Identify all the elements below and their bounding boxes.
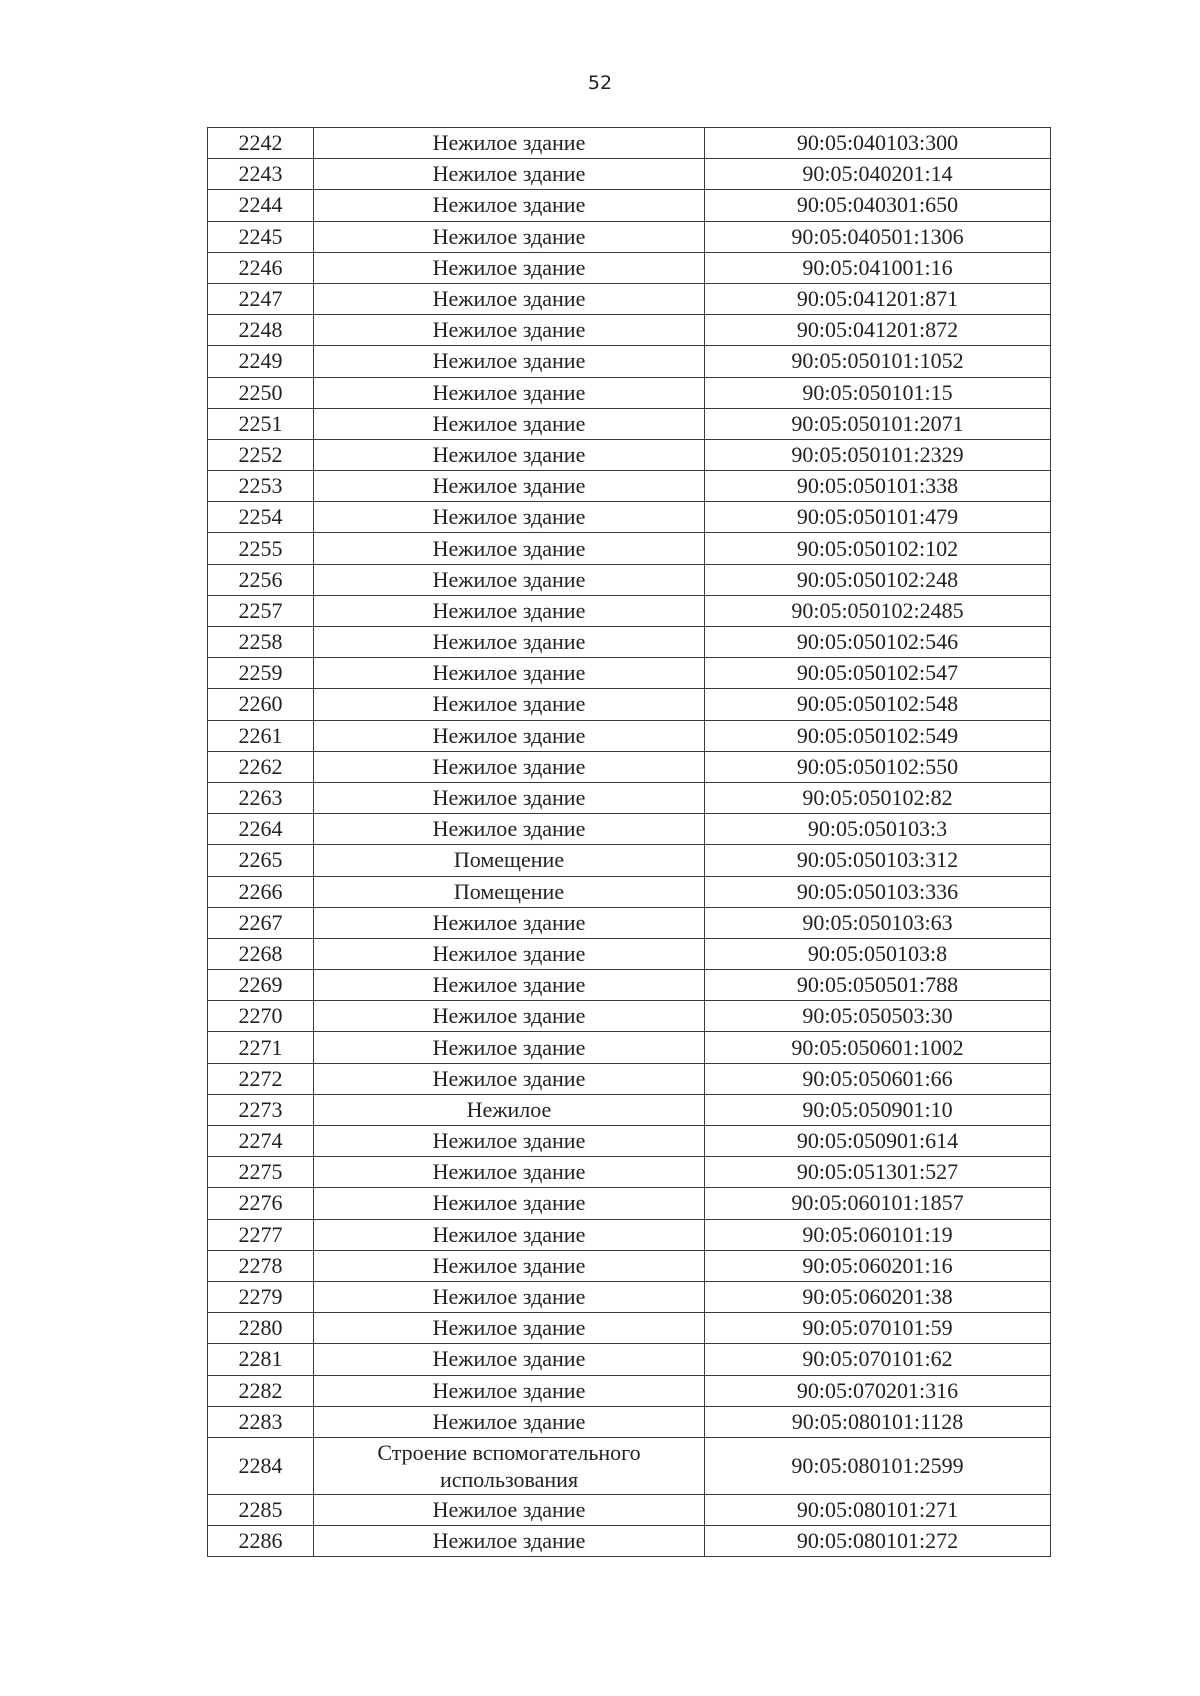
cadastral-number-cell: 90:05:040103:300 <box>705 128 1051 159</box>
cadastral-number-cell: 90:05:050101:2071 <box>705 408 1051 439</box>
object-name-cell: Нежилое здание <box>314 1313 705 1344</box>
cadastral-number-cell: 90:05:050101:2329 <box>705 439 1051 470</box>
cadastral-number-cell: 90:05:060201:16 <box>705 1250 1051 1281</box>
cadastral-number-cell: 90:05:080101:1128 <box>705 1406 1051 1437</box>
object-name-cell: Нежилое здание <box>314 1219 705 1250</box>
row-number-cell: 2246 <box>208 252 314 283</box>
row-number-cell: 2244 <box>208 190 314 221</box>
object-name-cell: Нежилое здание <box>314 658 705 689</box>
cadastral-number-cell: 90:05:040301:650 <box>705 190 1051 221</box>
object-name-cell: Нежилое здание <box>314 627 705 658</box>
row-number-cell: 2259 <box>208 658 314 689</box>
row-number-cell: 2286 <box>208 1526 314 1557</box>
table-row <box>208 720 1051 751</box>
cadastral-number-cell: 90:05:050101:479 <box>705 502 1051 533</box>
object-name-cell: Помещение <box>314 876 705 907</box>
property-table <box>207 127 1051 1557</box>
table-row <box>208 1094 1051 1125</box>
cadastral-number-cell: 90:05:050102:102 <box>705 533 1051 564</box>
object-name-cell: Нежилое здание <box>314 564 705 595</box>
object-name-cell: Нежилое здание <box>314 221 705 252</box>
table-row <box>208 1188 1051 1219</box>
cadastral-number-cell: 90:05:050102:82 <box>705 782 1051 813</box>
row-number-cell: 2251 <box>208 408 314 439</box>
cadastral-number-cell: 90:05:050101:15 <box>705 377 1051 408</box>
object-name-cell: Нежилое здание <box>314 533 705 564</box>
object-name-cell: Нежилое здание <box>314 689 705 720</box>
object-name-cell: Нежилое здание <box>314 720 705 751</box>
table-row <box>208 876 1051 907</box>
table-row <box>208 1032 1051 1063</box>
cadastral-number-cell: 90:05:050101:338 <box>705 471 1051 502</box>
cadastral-number-cell: 90:05:070101:59 <box>705 1313 1051 1344</box>
object-name-cell: Нежилое здание <box>314 1375 705 1406</box>
object-name-cell: Нежилое здание <box>314 190 705 221</box>
object-name-cell: Нежилое здание <box>314 907 705 938</box>
row-number-cell: 2272 <box>208 1063 314 1094</box>
object-name-cell: Нежилое здание <box>314 595 705 626</box>
table-row <box>208 502 1051 533</box>
object-name-cell: Помещение <box>314 845 705 876</box>
object-name-cell: Нежилое здание <box>314 938 705 969</box>
cadastral-number-cell: 90:05:050901:10 <box>705 1094 1051 1125</box>
object-name-cell: Нежилое здание <box>314 751 705 782</box>
object-name-cell: Нежилое здание <box>314 377 705 408</box>
cadastral-number-cell: 90:05:050501:788 <box>705 970 1051 1001</box>
object-name-cell: Нежилое здание <box>314 283 705 314</box>
table-row <box>208 564 1051 595</box>
table-row <box>208 845 1051 876</box>
cadastral-number-cell: 90:05:050102:546 <box>705 627 1051 658</box>
row-number-cell: 2280 <box>208 1313 314 1344</box>
table-row <box>208 1406 1051 1437</box>
object-name-cell: Нежилое здание <box>314 159 705 190</box>
object-name-cell: Нежилое здание <box>314 1494 705 1525</box>
row-number-cell: 2267 <box>208 907 314 938</box>
table-row <box>208 782 1051 813</box>
row-number-cell: 2275 <box>208 1157 314 1188</box>
table-row <box>208 408 1051 439</box>
row-number-cell: 2279 <box>208 1281 314 1312</box>
cadastral-number-cell: 90:05:041201:871 <box>705 283 1051 314</box>
row-number-cell: 2274 <box>208 1126 314 1157</box>
object-name-cell: Нежилое здание <box>314 1281 705 1312</box>
row-number-cell: 2252 <box>208 439 314 470</box>
row-number-cell: 2278 <box>208 1250 314 1281</box>
object-name-cell: Нежилое здание <box>314 1250 705 1281</box>
cadastral-number-cell: 90:05:050601:1002 <box>705 1032 1051 1063</box>
row-number-cell: 2285 <box>208 1494 314 1525</box>
cadastral-number-cell: 90:05:070201:316 <box>705 1375 1051 1406</box>
table-row <box>208 159 1051 190</box>
row-number-cell: 2277 <box>208 1219 314 1250</box>
table-body <box>208 128 1051 1557</box>
row-number-cell: 2265 <box>208 845 314 876</box>
table-row <box>208 315 1051 346</box>
row-number-cell: 2276 <box>208 1188 314 1219</box>
cadastral-number-cell: 90:05:050103:312 <box>705 845 1051 876</box>
object-name-cell: Нежилое здание <box>314 1032 705 1063</box>
cadastral-number-cell: 90:05:040201:14 <box>705 159 1051 190</box>
table-row <box>208 128 1051 159</box>
row-number-cell: 2249 <box>208 346 314 377</box>
cadastral-number-cell: 90:05:050503:30 <box>705 1001 1051 1032</box>
object-name-cell: Нежилое здание <box>314 471 705 502</box>
table-row <box>208 190 1051 221</box>
cadastral-number-cell: 90:05:080101:2599 <box>705 1437 1051 1494</box>
table-row <box>208 907 1051 938</box>
cadastral-number-cell: 90:05:050102:248 <box>705 564 1051 595</box>
object-name-cell: Нежилое здание <box>314 1188 705 1219</box>
row-number-cell: 2270 <box>208 1001 314 1032</box>
cadastral-number-cell: 90:05:051301:527 <box>705 1157 1051 1188</box>
table-row <box>208 1313 1051 1344</box>
object-name-cell: Строение вспомогательного использования <box>314 1437 705 1494</box>
row-number-cell: 2263 <box>208 782 314 813</box>
row-number-cell: 2273 <box>208 1094 314 1125</box>
property-table-container <box>207 127 1051 1557</box>
table-row <box>208 1526 1051 1557</box>
table-row <box>208 252 1051 283</box>
table-row <box>208 1001 1051 1032</box>
row-number-cell: 2243 <box>208 159 314 190</box>
table-row <box>208 1126 1051 1157</box>
row-number-cell: 2268 <box>208 938 314 969</box>
table-row <box>208 1063 1051 1094</box>
object-name-cell: Нежилое здание <box>314 408 705 439</box>
row-number-cell: 2245 <box>208 221 314 252</box>
object-name-cell: Нежилое здание <box>314 439 705 470</box>
row-number-cell: 2247 <box>208 283 314 314</box>
cadastral-number-cell: 90:05:050901:614 <box>705 1126 1051 1157</box>
row-number-cell: 2260 <box>208 689 314 720</box>
object-name-cell: Нежилое здание <box>314 782 705 813</box>
object-name-cell: Нежилое здание <box>314 1157 705 1188</box>
cadastral-number-cell: 90:05:050102:547 <box>705 658 1051 689</box>
row-number-cell: 2242 <box>208 128 314 159</box>
object-name-cell: Нежилое здание <box>314 252 705 283</box>
table-row <box>208 283 1051 314</box>
row-number-cell: 2264 <box>208 814 314 845</box>
table-row <box>208 471 1051 502</box>
table-row <box>208 814 1051 845</box>
object-name-cell: Нежилое здание <box>314 346 705 377</box>
row-number-cell: 2281 <box>208 1344 314 1375</box>
row-number-cell: 2256 <box>208 564 314 595</box>
table-row <box>208 346 1051 377</box>
cadastral-number-cell: 90:05:050102:2485 <box>705 595 1051 626</box>
row-number-cell: 2284 <box>208 1437 314 1494</box>
row-number-cell: 2269 <box>208 970 314 1001</box>
table-row <box>208 377 1051 408</box>
table-row <box>208 439 1051 470</box>
row-number-cell: 2258 <box>208 627 314 658</box>
table-row <box>208 1250 1051 1281</box>
table-row <box>208 751 1051 782</box>
table-row <box>208 658 1051 689</box>
table-row <box>208 1375 1051 1406</box>
object-name-cell: Нежилое здание <box>314 1001 705 1032</box>
table-row <box>208 1494 1051 1525</box>
cadastral-number-cell: 90:05:050101:1052 <box>705 346 1051 377</box>
cadastral-number-cell: 90:05:060101:19 <box>705 1219 1051 1250</box>
object-name-cell: Нежилое здание <box>314 1406 705 1437</box>
cadastral-number-cell: 90:05:050103:63 <box>705 907 1051 938</box>
row-number-cell: 2248 <box>208 315 314 346</box>
object-name-cell: Нежилое здание <box>314 502 705 533</box>
row-number-cell: 2261 <box>208 720 314 751</box>
table-row <box>208 221 1051 252</box>
table-row <box>208 970 1051 1001</box>
cadastral-number-cell: 90:05:041001:16 <box>705 252 1051 283</box>
row-number-cell: 2257 <box>208 595 314 626</box>
row-number-cell: 2253 <box>208 471 314 502</box>
row-number-cell: 2282 <box>208 1375 314 1406</box>
row-number-cell: 2250 <box>208 377 314 408</box>
cadastral-number-cell: 90:05:050102:548 <box>705 689 1051 720</box>
cadastral-number-cell: 90:05:070101:62 <box>705 1344 1051 1375</box>
table-row <box>208 533 1051 564</box>
cadastral-number-cell: 90:05:040501:1306 <box>705 221 1051 252</box>
table-row <box>208 938 1051 969</box>
cadastral-number-cell: 90:05:060101:1857 <box>705 1188 1051 1219</box>
cadastral-number-cell: 90:05:050601:66 <box>705 1063 1051 1094</box>
cadastral-number-cell: 90:05:050103:3 <box>705 814 1051 845</box>
table-row <box>208 1437 1051 1494</box>
cadastral-number-cell: 90:05:041201:872 <box>705 315 1051 346</box>
object-name-cell: Нежилое здание <box>314 315 705 346</box>
table-row <box>208 689 1051 720</box>
cadastral-number-cell: 90:05:050103:336 <box>705 876 1051 907</box>
cadastral-number-cell: 90:05:050102:549 <box>705 720 1051 751</box>
cadastral-number-cell: 90:05:080101:271 <box>705 1494 1051 1525</box>
table-row <box>208 1281 1051 1312</box>
cadastral-number-cell: 90:05:050102:550 <box>705 751 1051 782</box>
object-name-cell: Нежилое здание <box>314 970 705 1001</box>
row-number-cell: 2255 <box>208 533 314 564</box>
row-number-cell: 2262 <box>208 751 314 782</box>
table-row <box>208 1344 1051 1375</box>
table-row <box>208 1157 1051 1188</box>
table-row <box>208 627 1051 658</box>
row-number-cell: 2271 <box>208 1032 314 1063</box>
object-name-cell: Нежилое здание <box>314 1344 705 1375</box>
table-row <box>208 1219 1051 1250</box>
cadastral-number-cell: 90:05:050103:8 <box>705 938 1051 969</box>
object-name-cell: Нежилое здание <box>314 1526 705 1557</box>
page-number: 52 <box>587 72 613 94</box>
table-row <box>208 595 1051 626</box>
cadastral-number-cell: 90:05:060201:38 <box>705 1281 1051 1312</box>
row-number-cell: 2254 <box>208 502 314 533</box>
object-name-cell: Нежилое здание <box>314 814 705 845</box>
row-number-cell: 2283 <box>208 1406 314 1437</box>
object-name-cell: Нежилое <box>314 1094 705 1125</box>
row-number-cell: 2266 <box>208 876 314 907</box>
cadastral-number-cell: 90:05:080101:272 <box>705 1526 1051 1557</box>
object-name-cell: Нежилое здание <box>314 1063 705 1094</box>
object-name-cell: Нежилое здание <box>314 1126 705 1157</box>
object-name-cell: Нежилое здание <box>314 128 705 159</box>
